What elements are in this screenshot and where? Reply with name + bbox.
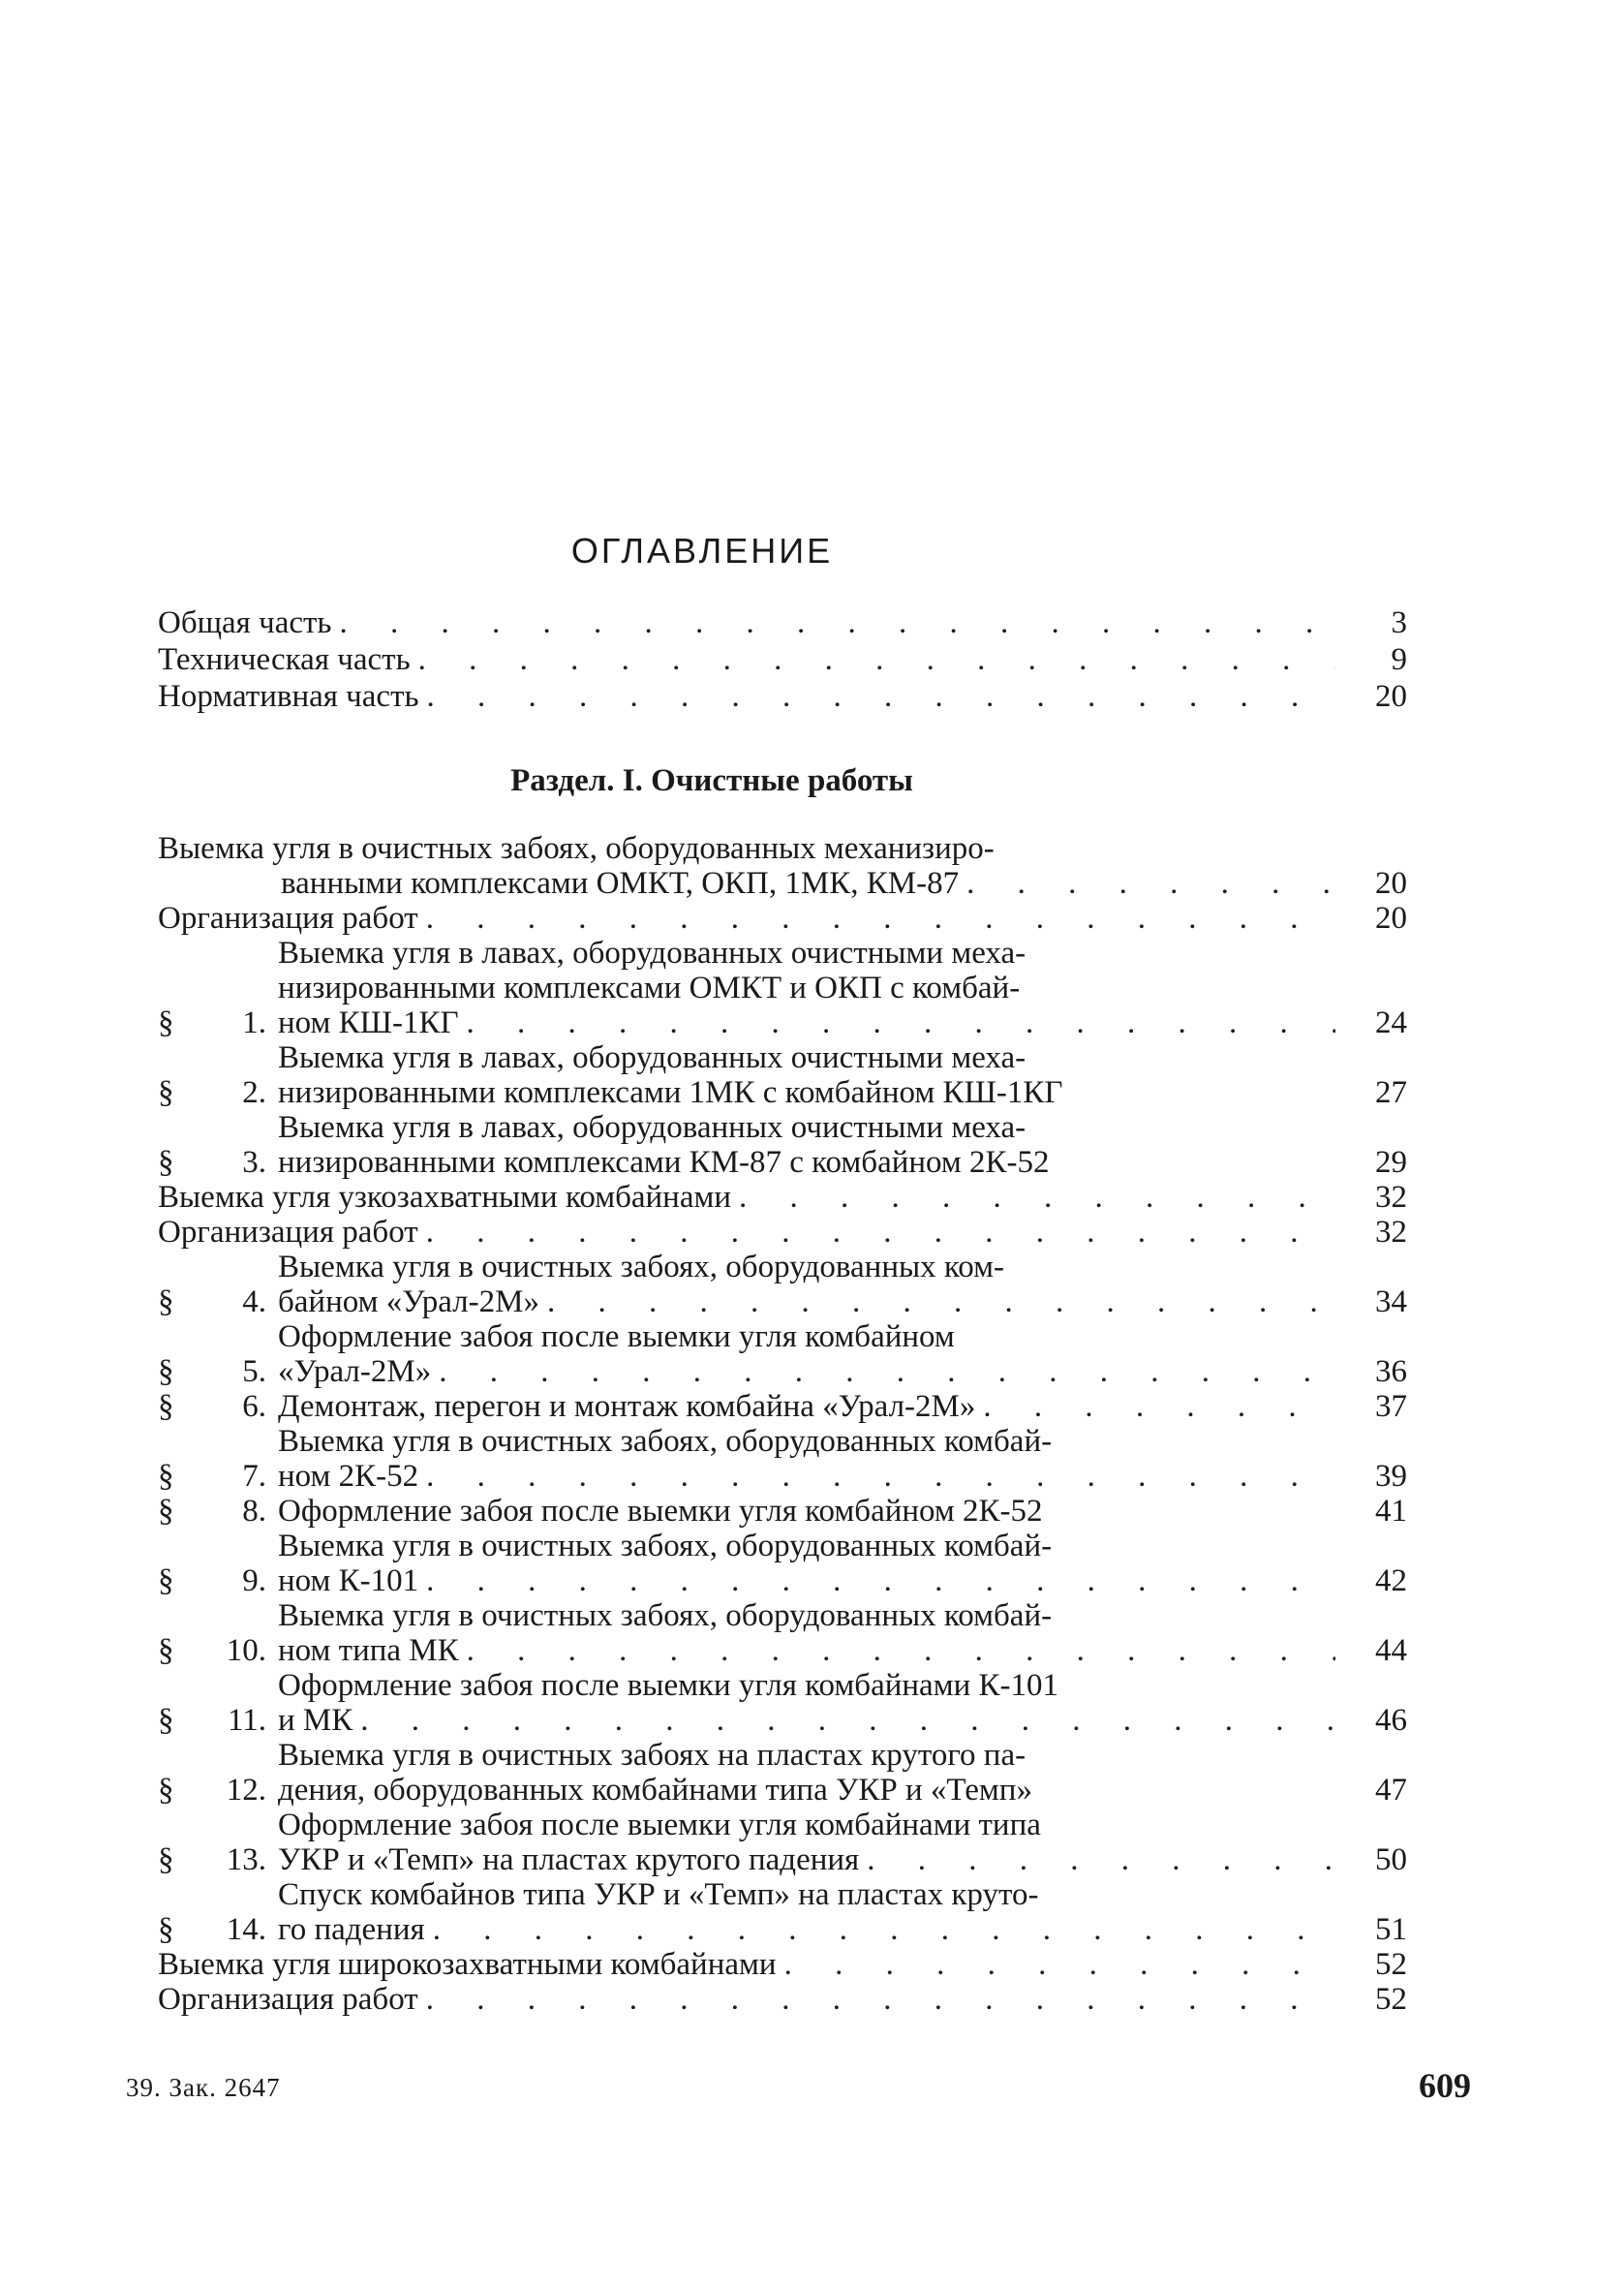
toc-entry bbox=[158, 901, 1407, 936]
entry-body bbox=[278, 1040, 1343, 1110]
entry-line bbox=[158, 605, 1343, 640]
entry-title: Организация работ bbox=[158, 1982, 418, 2017]
paragraph-number: 12. bbox=[226, 1773, 266, 1808]
section-sign: § bbox=[158, 1284, 174, 1319]
entry-line bbox=[278, 1633, 1343, 1668]
paragraph-entry bbox=[158, 1110, 1407, 1180]
entry-line bbox=[278, 1284, 1343, 1319]
entry-body bbox=[278, 1389, 1343, 1424]
toc-entry bbox=[158, 1947, 1407, 1982]
paragraph-entry bbox=[158, 1668, 1407, 1738]
dot-leader bbox=[966, 866, 1335, 901]
paragraph-number: 9. bbox=[242, 1563, 266, 1598]
entry-line bbox=[158, 679, 1343, 714]
entry-title: ванными комплексами ОМКТ, ОКП, 1МК, КМ-87 bbox=[281, 866, 960, 901]
dot-leader bbox=[426, 1459, 1335, 1494]
entry-line bbox=[158, 1982, 1343, 2017]
entry-page: 51 bbox=[1375, 1912, 1407, 1947]
section-sign: § bbox=[158, 1005, 174, 1040]
dot-leader bbox=[867, 1842, 1335, 1877]
entry-line: Оформление забоя после выемки угля комбайнами К-101 bbox=[278, 1668, 1058, 1703]
paragraph-entry bbox=[158, 1877, 1407, 1947]
dot-leader bbox=[784, 1947, 1335, 1982]
paragraph-entry bbox=[158, 1424, 1407, 1494]
entry-title: Выемка угля узкозахватными комбайнами bbox=[158, 1180, 732, 1215]
entry-title: Оформление забоя после выемки угля комбайном 2К-52 bbox=[278, 1494, 1043, 1529]
toc-entry bbox=[158, 831, 1407, 901]
entry-page: 47 bbox=[1375, 1773, 1407, 1808]
entry-title: ном 2К-52 bbox=[278, 1459, 419, 1494]
entry-body bbox=[278, 1424, 1343, 1494]
entry-page: 52 bbox=[1375, 1947, 1407, 1982]
dot-leader bbox=[467, 1005, 1335, 1040]
paragraph-number: 5. bbox=[242, 1354, 266, 1389]
entry-title: низированными комплексами КМ-87 с комбайном 2К-52 bbox=[278, 1145, 1050, 1180]
entry-title: ном типа МК bbox=[278, 1633, 459, 1668]
dot-leader bbox=[433, 1912, 1335, 1947]
entry-page: 27 bbox=[1375, 1075, 1407, 1110]
dot-leader bbox=[426, 1982, 1335, 2017]
entry-body bbox=[278, 1110, 1343, 1180]
entry-title: Демонтаж, перегон и монтаж комбайна «Урал-2М» bbox=[278, 1389, 976, 1424]
entry-body bbox=[158, 831, 1343, 901]
section-heading: Раздел. I. Очистные работы bbox=[510, 763, 913, 798]
entry-title: го падения bbox=[278, 1912, 425, 1947]
section-sign: § bbox=[158, 1494, 174, 1529]
entry-line bbox=[158, 1947, 1343, 1982]
paragraph-entry bbox=[158, 1598, 1407, 1668]
entry-page: 20 bbox=[1375, 679, 1407, 714]
paragraph-number: 8. bbox=[242, 1494, 266, 1529]
paragraph-number: 2. bbox=[242, 1075, 266, 1110]
entry-line: Спуск комбайнов типа УКР и «Темп» на пластах круто- bbox=[278, 1877, 1039, 1912]
section-sign: § bbox=[158, 1563, 174, 1598]
entry-line: Выемка угля в лавах, оборудованных очистными меха- bbox=[278, 1040, 1026, 1075]
page-number: 609 bbox=[1419, 2066, 1471, 2105]
paragraph-number: 11. bbox=[227, 1703, 266, 1738]
paragraph-entry bbox=[158, 1389, 1407, 1424]
entry-page: 32 bbox=[1375, 1180, 1407, 1215]
entry-body bbox=[158, 605, 1343, 640]
entry-line: Оформление забоя после выемки угля комбайном bbox=[278, 1319, 955, 1354]
paragraph-entry bbox=[158, 1040, 1407, 1110]
entry-title: и МК bbox=[278, 1703, 353, 1738]
entry-page: 37 bbox=[1375, 1389, 1407, 1424]
intro-list bbox=[158, 605, 1407, 716]
dot-leader bbox=[418, 642, 1335, 677]
entry-line bbox=[278, 1145, 1343, 1180]
entry-line bbox=[158, 642, 1343, 677]
entry-body bbox=[278, 936, 1343, 1040]
entry-line: Выемка угля в очистных забоях, оборудованных комбай- bbox=[278, 1598, 1053, 1633]
entry-body bbox=[278, 1738, 1343, 1808]
entry-line: Выемка угля в очистных забоях на пластах крутого па- bbox=[278, 1738, 1026, 1773]
entry-line bbox=[278, 1005, 1343, 1040]
entry-line bbox=[278, 1354, 1343, 1389]
paragraph-number: 4. bbox=[242, 1284, 266, 1319]
toc-entry bbox=[158, 642, 1407, 677]
paragraph-entry bbox=[158, 1250, 1407, 1319]
entry-title: Техническая часть bbox=[158, 642, 411, 677]
dot-leader bbox=[439, 1354, 1335, 1389]
entry-title: Общая часть bbox=[158, 605, 332, 640]
toc-entry bbox=[158, 1215, 1407, 1250]
paragraph-number: 7. bbox=[242, 1459, 266, 1494]
entry-body bbox=[278, 1668, 1343, 1738]
paragraph-entry bbox=[158, 1494, 1407, 1529]
entry-line bbox=[278, 1703, 1343, 1738]
entry-title: Организация работ bbox=[158, 901, 418, 936]
entry-title: «Урал-2М» bbox=[278, 1354, 432, 1389]
entry-title: низированными комплексами 1МК с комбайном КШ-1КГ bbox=[278, 1075, 1063, 1110]
entry-line bbox=[278, 1075, 1343, 1110]
entry-page: 20 bbox=[1375, 866, 1407, 901]
entry-line: Выемка угля в очистных забоях, оборудованных ком- bbox=[278, 1250, 1005, 1284]
section-sign: § bbox=[158, 1842, 174, 1877]
dot-leader bbox=[983, 1389, 1335, 1424]
section-sign: § bbox=[158, 1633, 174, 1668]
entry-body bbox=[158, 1180, 1343, 1215]
entry-title: байном «Урал-2М» bbox=[278, 1284, 539, 1319]
entry-page: 42 bbox=[1375, 1563, 1407, 1598]
entry-title: ном К-101 bbox=[278, 1563, 419, 1598]
entry-line bbox=[278, 1389, 1343, 1424]
entry-line bbox=[278, 1494, 1343, 1529]
entry-body bbox=[278, 1808, 1343, 1877]
section-sign: § bbox=[158, 1912, 174, 1947]
dot-leader bbox=[739, 1180, 1335, 1215]
toc-entry bbox=[158, 1180, 1407, 1215]
entry-line bbox=[278, 1773, 1343, 1808]
toc-entry bbox=[158, 605, 1407, 640]
entry-body bbox=[278, 1598, 1343, 1668]
toc-entry bbox=[158, 1982, 1407, 2017]
entry-page: 24 bbox=[1375, 1005, 1407, 1040]
entry-line bbox=[278, 1912, 1343, 1947]
dot-leader bbox=[547, 1284, 1335, 1319]
entry-line bbox=[278, 1459, 1343, 1494]
paragraph-entry bbox=[158, 1319, 1407, 1389]
entry-page: 29 bbox=[1375, 1145, 1407, 1180]
entry-title: дения, оборудованных комбайнами типа УКР и «Темп» bbox=[278, 1773, 1032, 1808]
entry-page: 3 bbox=[1391, 605, 1407, 640]
entry-page: 46 bbox=[1375, 1703, 1407, 1738]
entry-page: 9 bbox=[1391, 642, 1407, 677]
section-sign: § bbox=[158, 1354, 174, 1389]
entry-line: Выемка угля в лавах, оборудованных очистными меха- bbox=[278, 936, 1026, 971]
paragraph-number: 10. bbox=[226, 1633, 266, 1668]
entry-line bbox=[158, 1215, 1343, 1250]
entry-line: Выемка угля в очистных забоях, оборудованных комбай- bbox=[278, 1529, 1053, 1563]
entry-title: Выемка угля широкозахватными комбайнами bbox=[158, 1947, 777, 1982]
paragraph-entry bbox=[158, 1738, 1407, 1808]
entry-page: 34 bbox=[1375, 1284, 1407, 1319]
entry-page: 20 bbox=[1375, 901, 1407, 936]
entry-body bbox=[158, 1215, 1343, 1250]
paragraph-number: 14. bbox=[226, 1912, 266, 1947]
entry-body bbox=[278, 1877, 1343, 1947]
paragraph-entry bbox=[158, 1529, 1407, 1598]
table-of-contents bbox=[158, 831, 1407, 2017]
entry-line bbox=[158, 1180, 1343, 1215]
entry-body bbox=[278, 1494, 1343, 1529]
paragraph-number: 13. bbox=[226, 1842, 266, 1877]
entry-line: Выемка угля в очистных забоях, оборудованных комбай- bbox=[278, 1424, 1053, 1459]
entry-title: Нормативная часть bbox=[158, 679, 419, 714]
dot-leader bbox=[339, 605, 1335, 640]
entry-body bbox=[158, 642, 1343, 677]
entry-body bbox=[278, 1529, 1343, 1598]
section-sign: § bbox=[158, 1075, 174, 1110]
dot-leader bbox=[426, 901, 1335, 936]
entry-body bbox=[278, 1250, 1343, 1319]
footer-order-number: 39. Зак. 2647 bbox=[126, 2073, 281, 2102]
entry-page: 50 bbox=[1375, 1842, 1407, 1877]
entry-page: 52 bbox=[1375, 1982, 1407, 2017]
paragraph-number: 3. bbox=[242, 1145, 266, 1180]
page-title: ОГЛАВЛЕНИЕ bbox=[570, 531, 834, 571]
entry-line: Выемка угля в очистных забоях, оборудованных механизиро- bbox=[158, 831, 995, 866]
entry-line bbox=[158, 901, 1343, 936]
dot-leader bbox=[360, 1703, 1335, 1738]
section-sign: § bbox=[158, 1389, 174, 1424]
entry-title: УКР и «Темп» на пластах крутого падения bbox=[278, 1842, 860, 1877]
paragraph-number: 6. bbox=[242, 1389, 266, 1424]
entry-page: 39 bbox=[1375, 1459, 1407, 1494]
entry-page: 36 bbox=[1375, 1354, 1407, 1389]
dot-leader bbox=[426, 1215, 1335, 1250]
entry-page: 44 bbox=[1375, 1633, 1407, 1668]
entry-line: Оформление забоя после выемки угля комбайнами типа bbox=[278, 1808, 1041, 1842]
paragraph-entry bbox=[158, 936, 1407, 1040]
entry-page: 32 bbox=[1375, 1215, 1407, 1250]
paragraph-entry bbox=[158, 1808, 1407, 1877]
section-sign: § bbox=[158, 1145, 174, 1180]
entry-line: низированными комплексами ОМКТ и ОКП с комбай- bbox=[278, 971, 1021, 1005]
toc-entry bbox=[158, 679, 1407, 714]
entry-body bbox=[158, 1982, 1343, 2017]
dot-leader bbox=[426, 1563, 1335, 1598]
entry-line bbox=[278, 1563, 1343, 1598]
entry-line: Выемка угля в лавах, оборудованных очистными меха- bbox=[278, 1110, 1026, 1145]
entry-body bbox=[158, 1947, 1343, 1982]
entry-line bbox=[278, 1842, 1343, 1877]
entry-line bbox=[158, 866, 1343, 901]
section-sign: § bbox=[158, 1773, 174, 1808]
section-sign: § bbox=[158, 1459, 174, 1494]
entry-title: Организация работ bbox=[158, 1215, 418, 1250]
dot-leader bbox=[467, 1633, 1335, 1668]
paragraph-number: 1. bbox=[242, 1005, 266, 1040]
dot-leader bbox=[427, 679, 1335, 714]
entry-page: 41 bbox=[1375, 1494, 1407, 1529]
entry-body bbox=[158, 901, 1343, 936]
section-sign: § bbox=[158, 1703, 174, 1738]
entry-body bbox=[158, 679, 1343, 714]
entry-title: ном КШ-1КГ bbox=[278, 1005, 459, 1040]
entry-body bbox=[278, 1319, 1343, 1389]
